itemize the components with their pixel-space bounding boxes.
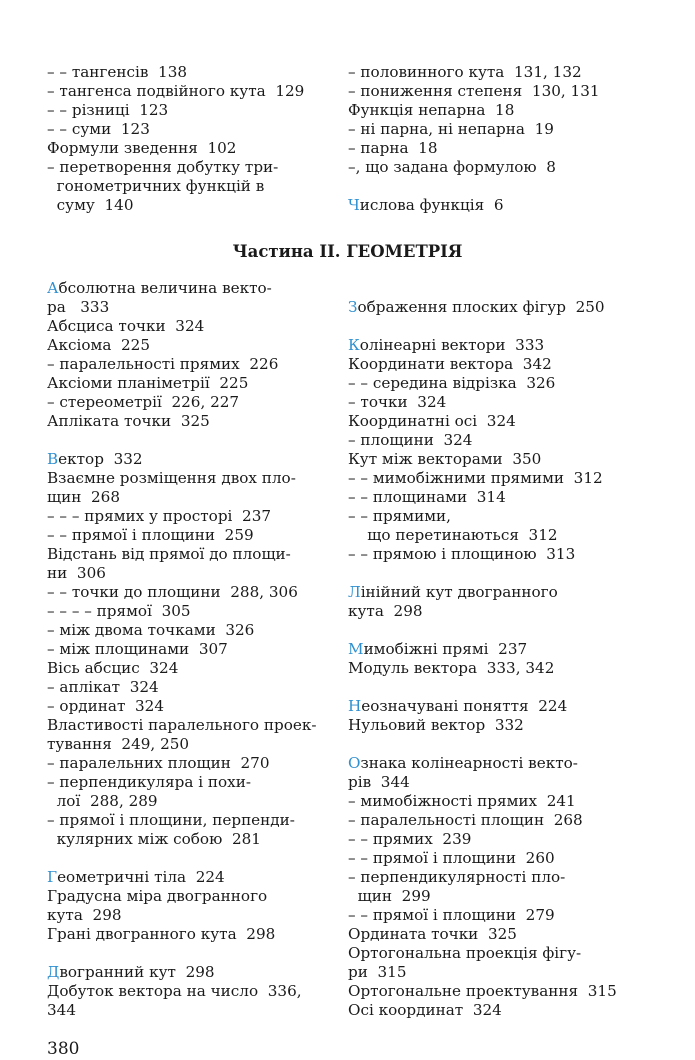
index-entry-text: – площини 324: [348, 431, 473, 449]
index-entry-text: еозначувані поняття 224: [361, 697, 568, 715]
index-entry: [47, 336, 347, 355]
index-entry-text: олінеарні вектори 333: [359, 336, 545, 354]
section-letter: В: [47, 450, 59, 468]
index-entry-text: Аксіоми планіметрії 225: [47, 374, 249, 392]
index-entry: [47, 906, 347, 925]
index-entry-text: – прямої і площини, перпенди-: [47, 811, 295, 829]
spacer: [47, 849, 347, 868]
index-entry: [348, 697, 648, 716]
index-entry: [348, 101, 648, 120]
index-entry: [47, 963, 347, 982]
index-entry: [348, 488, 648, 507]
index-entry-text: Кут між векторами 350: [348, 450, 542, 468]
index-entry: [348, 120, 648, 139]
index-entry: [348, 196, 648, 215]
index-entry-text: Аксіома 225: [47, 336, 151, 354]
index-entry: [348, 830, 648, 849]
spacer: [47, 944, 347, 963]
spacer: [348, 621, 648, 640]
index-entry: [47, 196, 347, 215]
section-letter: Г: [47, 868, 58, 886]
index-entry-text: – ні парна, ні непарна 19: [348, 120, 554, 138]
index-entry: [47, 716, 347, 735]
index-entry: [47, 583, 347, 602]
index-entry: [348, 450, 648, 469]
section-letter: Н: [348, 697, 362, 715]
index-entry: [348, 659, 648, 678]
top-right-column: [348, 63, 648, 215]
index-entry-text: Ортогональна проекція фігу-: [348, 944, 582, 962]
index-entry-text: Добуток вектора на число 336,: [47, 982, 302, 1000]
index-entry-text: ра 333: [47, 298, 110, 316]
index-entry: [348, 906, 648, 925]
index-entry: [348, 792, 648, 811]
index-entry-text: рів 344: [348, 773, 410, 791]
index-entry: [47, 101, 347, 120]
index-entry-text: – ординат 324: [47, 697, 164, 715]
index-entry: [47, 735, 347, 754]
index-entry-text: – – – – прямої 305: [47, 602, 191, 620]
index-entry-text: знака колінеарності векто-: [360, 754, 578, 772]
section-letter: М: [348, 640, 364, 658]
index-entry-text: – – прямими,: [348, 507, 451, 525]
index-entry-text: – парна 18: [348, 139, 438, 157]
index-entry-text: имобіжні прямі 237: [363, 640, 528, 658]
section-letter: К: [348, 336, 360, 354]
index-entry-text: Ортогональне проектування 315: [348, 982, 617, 1000]
index-entry: [348, 82, 648, 101]
index-entry-text: щин 299: [348, 887, 431, 905]
index-entry-text: кута 298: [348, 602, 423, 620]
index-entry: [348, 412, 648, 431]
index-entry-text: – – площинами 314: [348, 488, 506, 506]
index-entry-text: гонометричних функцій в: [47, 177, 265, 195]
index-entry-text: – половинного кута 131, 132: [348, 63, 582, 81]
index-entry-text: – перпендикуляра і похи-: [47, 773, 251, 791]
index-entry: [47, 659, 347, 678]
geometry-right-column: [348, 279, 648, 1020]
index-entry: [348, 355, 648, 374]
index-entry-text: – між двома точками 326: [47, 621, 255, 639]
section-letter: Ч: [348, 196, 360, 214]
index-entry: [47, 887, 347, 906]
index-entry-text: – аплікат 324: [47, 678, 159, 696]
index-entry: [348, 754, 648, 773]
index-entry: [47, 621, 347, 640]
index-entry: [47, 82, 347, 101]
section-letter: Л: [348, 583, 361, 601]
index-entry-text: 344: [47, 1001, 76, 1019]
index-entry-text: вогранний кут 298: [59, 963, 215, 981]
index-entry: [47, 488, 347, 507]
index-entry: [47, 982, 347, 1001]
index-entry-text: суму 140: [47, 196, 134, 214]
section-heading: Частина ІІ. ГЕОМЕТРІЯ: [232, 242, 463, 261]
index-entry-text: –, що задана формулою 8: [348, 158, 556, 176]
index-entry-text: – – точки до площини 288, 306: [47, 583, 298, 601]
index-entry-text: – – прямої і площини 259: [47, 526, 254, 544]
index-entry: [348, 716, 648, 735]
index-entry-text: – – прямих 239: [348, 830, 472, 848]
index-entry-text: Абсциса точки 324: [47, 317, 205, 335]
index-entry-text: Координати вектора 342: [348, 355, 552, 373]
index-entry: [47, 545, 347, 564]
section-letter: З: [348, 298, 358, 316]
index-entry: [47, 925, 347, 944]
index-entry-text: лої 288, 289: [47, 792, 158, 810]
index-entry: [348, 1001, 648, 1020]
index-entry: [348, 963, 648, 982]
index-entry-text: Грані двогранного кута 298: [47, 925, 276, 943]
index-entry-text: Осі координат 324: [348, 1001, 502, 1019]
index-entry: [348, 982, 648, 1001]
index-entry: [348, 602, 648, 621]
index-entry-text: Взаємне розміщення двох пло-: [47, 469, 296, 487]
index-entry: [47, 393, 347, 412]
index-entry-text: Вісь абсцис 324: [47, 659, 179, 677]
index-entry-text: – пониження степеня 130, 131: [348, 82, 600, 100]
index-entry-text: – паралельних площин 270: [47, 754, 270, 772]
index-entry: [348, 393, 648, 412]
index-entry: [348, 63, 648, 82]
index-entry-text: Модуль вектора 333, 342: [348, 659, 555, 677]
index-entry: [348, 374, 648, 393]
index-entry: [348, 887, 648, 906]
index-entry-text: – – – прямих у просторі 237: [47, 507, 272, 525]
index-entry: [47, 830, 347, 849]
index-entry: [47, 1001, 347, 1020]
index-entry: [47, 355, 347, 374]
index-entry-text: ри 315: [348, 963, 407, 981]
index-entry-text: – – прямою і площиною 313: [348, 545, 576, 563]
index-entry-text: – паралельності прямих 226: [47, 355, 279, 373]
index-entry-text: – перетворення добутку три-: [47, 158, 279, 176]
index-entry: [348, 868, 648, 887]
index-entry-text: кулярних між собою 281: [47, 830, 261, 848]
section-letter: А: [47, 279, 59, 297]
index-entry: [47, 450, 347, 469]
index-entry: [47, 526, 347, 545]
index-entry-text: – тангенса подвійного кута 129: [47, 82, 305, 100]
index-entry: [47, 412, 347, 431]
top-left-column: [47, 63, 347, 215]
index-entry: [348, 811, 648, 830]
index-entry-text: Нульовий вектор 332: [348, 716, 524, 734]
index-entry: [348, 545, 648, 564]
index-entry: [348, 469, 648, 488]
index-entry: [348, 526, 648, 545]
index-entry: [47, 678, 347, 697]
index-entry: [47, 177, 347, 196]
index-entry: [348, 925, 648, 944]
index-entry: [348, 640, 648, 659]
index-entry: [348, 944, 648, 963]
index-entry-text: – – прямої і площини 260: [348, 849, 555, 867]
index-entry: [47, 120, 347, 139]
index-entry: [348, 507, 648, 526]
index-entry-text: – точки 324: [348, 393, 447, 411]
index-entry-text: – перпендикулярності пло-: [348, 868, 566, 886]
index-entry: [47, 298, 347, 317]
index-entry: [47, 811, 347, 830]
index-entry-text: – – тангенсів 138: [47, 63, 188, 81]
index-entry-text: – стереометрії 226, 227: [47, 393, 240, 411]
index-entry: [47, 469, 347, 488]
spacer: [348, 177, 648, 196]
index-entry: [348, 431, 648, 450]
index-entry-text: інійний кут двогранного: [360, 583, 558, 601]
index-entry-text: – мимобіжності прямих 241: [348, 792, 576, 810]
index-entry: [348, 773, 648, 792]
index-entry: [47, 63, 347, 82]
index-entry: [348, 298, 648, 317]
index-entry-text: тування 249, 250: [47, 735, 190, 753]
index-entry: [348, 583, 648, 602]
index-entry-text: ни 306: [47, 564, 106, 582]
index-entry-text: кута 298: [47, 906, 122, 924]
index-entry: [47, 792, 347, 811]
index-entry-text: Формули зведення 102: [47, 139, 237, 157]
index-entry: [47, 139, 347, 158]
index-entry: [47, 602, 347, 621]
index-entry: [47, 773, 347, 792]
index-entry-text: – між площинами 307: [47, 640, 228, 658]
index-entry: [47, 374, 347, 393]
index-entry-text: щин 268: [47, 488, 121, 506]
index-entry: [348, 849, 648, 868]
index-entry: [47, 754, 347, 773]
index-entry-text: бсолютна величина векто-: [58, 279, 272, 297]
index-entry-text: еометричні тіла 224: [57, 868, 225, 886]
spacer: [348, 678, 648, 697]
section-letter: Д: [47, 963, 60, 981]
index-entry-text: ектор 332: [58, 450, 143, 468]
index-entry: [348, 139, 648, 158]
index-entry-text: ислова функція 6: [359, 196, 504, 214]
page-number: 380: [47, 1039, 80, 1059]
index-entry-text: Координатні осі 324: [348, 412, 516, 430]
index-entry-text: що перетинаються 312: [348, 526, 558, 544]
index-entry: [47, 158, 347, 177]
section-letter: О: [348, 754, 361, 772]
index-entry: [348, 158, 648, 177]
index-entry-text: Властивості паралельного проек-: [47, 716, 317, 734]
index-entry-text: – – різниці 123: [47, 101, 169, 119]
spacer: [47, 431, 347, 450]
index-entry: [47, 868, 347, 887]
index-entry: [47, 640, 347, 659]
index-entry: [47, 507, 347, 526]
spacer: [348, 317, 648, 336]
index-entry-text: – паралельності площин 268: [348, 811, 583, 829]
index-entry-text: Функція непарна 18: [348, 101, 515, 119]
index-entry-text: – – мимобіжними прямими 312: [348, 469, 603, 487]
spacer: [348, 564, 648, 583]
index-entry-text: ображення плоских фігур 250: [357, 298, 605, 316]
index-entry: [348, 336, 648, 355]
spacer: [348, 735, 648, 754]
index-entry-text: Відстань від прямої до площи-: [47, 545, 291, 563]
index-entry: [47, 317, 347, 336]
index-entry: [47, 697, 347, 716]
index-entry: [47, 564, 347, 583]
index-entry-text: Градусна міра двогранного: [47, 887, 268, 905]
index-entry-text: – – прямої і площини 279: [348, 906, 555, 924]
spacer: [348, 279, 648, 298]
geometry-left-column: [47, 279, 347, 1020]
index-entry-text: – – середина відрізка 326: [348, 374, 556, 392]
index-entry-text: Ордината точки 325: [348, 925, 517, 943]
index-entry: [47, 279, 347, 298]
index-entry-text: Апліката точки 325: [47, 412, 210, 430]
index-entry-text: – – суми 123: [47, 120, 150, 138]
